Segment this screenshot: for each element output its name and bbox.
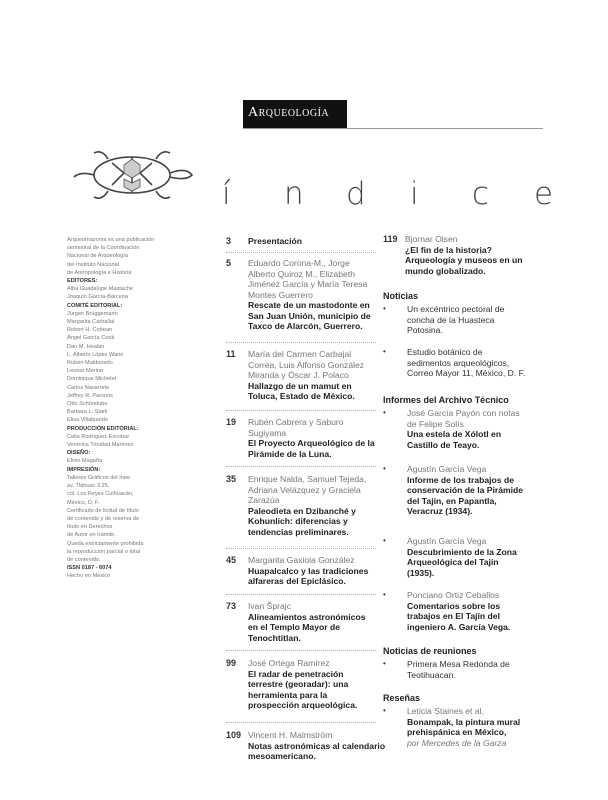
item-title: Bonampak, la pintura mural prehispánica en México,: [407, 716, 521, 737]
credits-heading: EDITORES:: [67, 278, 98, 285]
page-number: 5: [226, 258, 232, 268]
separator: [226, 342, 376, 343]
toc-entry[interactable]: [226, 555, 376, 587]
page-number: 45: [226, 555, 237, 565]
credits-line: L. Alberto López Wario: [67, 351, 124, 358]
entry-title: Notas astronómicas al calendario mesoamericano.: [248, 740, 386, 761]
item-title: Descubrimiento de la Zona Arqueológica del Tajín (1935).: [407, 546, 517, 578]
item-author: Agustín García Vega: [407, 536, 487, 546]
list-item[interactable]: [383, 536, 528, 578]
section-heading-reuniones: Noticias de reuniones: [383, 646, 477, 656]
credits-line: Verónica Trinidad Martínez: [67, 442, 134, 449]
list-item[interactable]: [383, 590, 528, 632]
credits-line: Joaquín García-Bárcena: [67, 294, 128, 301]
credits-line: Robert H. Cobean: [67, 327, 113, 334]
header-rule: [243, 128, 543, 129]
page-number: 11: [226, 349, 236, 359]
indice-letter: í: [222, 176, 231, 212]
page-number: 19: [226, 417, 237, 427]
entry-author: Ivan Šprajc: [248, 601, 291, 611]
toc-entry[interactable]: [226, 601, 376, 643]
credits-line: Jürgen Brüggemann: [67, 310, 118, 317]
section-heading-noticias: Noticias: [383, 291, 419, 301]
bullet-icon: •: [383, 464, 386, 473]
credits-line: Hecho en México: [67, 573, 111, 580]
list-item[interactable]: [383, 347, 528, 379]
toc-entry[interactable]: [226, 349, 376, 402]
credits-line: de contenido y de reserva de: [67, 515, 140, 522]
credits-line: la reproducción parcial o total: [67, 548, 141, 555]
credits-line: Elisa Villalpando: [67, 417, 108, 424]
bullet-icon: •: [383, 408, 386, 417]
page-number: 73: [226, 601, 237, 611]
item-title: Una estela de Xólotl en Castillo de Teayo.: [407, 429, 502, 450]
indice-letter: n: [284, 176, 304, 212]
credits-line: Otto Schöndube: [67, 401, 108, 408]
item-author: José García Payón con notas de Felipe Solís: [407, 408, 520, 429]
credits-line: Arqueomazonía es una publicación: [67, 237, 155, 243]
credits-line: de Antropología e Historia: [67, 269, 132, 276]
separator: [226, 548, 376, 549]
credits-line: Celia Rodríguez Escobar: [67, 433, 130, 440]
credits-line: Dominique Michelet: [67, 376, 117, 383]
credits-line: Efrén Magaña: [67, 458, 103, 465]
entry-author: Vincent H. Malmström: [248, 730, 333, 740]
section-heading-informes: Informes del Archivo Técnico: [383, 395, 509, 405]
item-author: Ponciano Ortiz Ceballos: [407, 590, 500, 600]
page-number: 109: [226, 730, 242, 740]
entry-title: El Proyecto Arqueológico de la Pirámide de la Luna.: [248, 438, 375, 459]
indice-letter: d: [346, 176, 366, 212]
credits-line: Leonor Merino: [67, 368, 104, 375]
item-author: Leticia Staines et al.: [407, 706, 484, 716]
credits-line: col. Los Reyes Culhuacán,: [67, 491, 134, 498]
bullet-icon: •: [383, 590, 386, 599]
toc-entry[interactable]: [226, 236, 376, 247]
bullet-icon: •: [383, 706, 386, 715]
credits-line: Dan M. Healan: [67, 343, 105, 350]
indice-letter: c: [472, 176, 490, 212]
item-text: Un excéntrico pectoral de concha de la Huasteca Potosina.: [407, 304, 505, 335]
entry-title: Huapalcalco y las tradiciones alfareras del Epiclásico.: [248, 565, 369, 586]
bullet-icon: •: [383, 347, 386, 356]
credits-line: Ángel García Cook: [67, 335, 115, 342]
credits-heading: ISSN 0187 - 6074: [67, 565, 112, 572]
credits-line: Margarita Carballal: [67, 319, 115, 326]
entry-author: Bjornar Olsen: [405, 234, 458, 244]
separator: [226, 722, 376, 723]
entry-title: El radar de penetración terrestre (georadar): una herramienta para la prospección arqueológica.: [248, 668, 358, 710]
list-item[interactable]: [383, 304, 528, 336]
toc-entry[interactable]: [226, 474, 376, 537]
separator: [226, 252, 376, 253]
separator: [226, 594, 376, 595]
item-byline: por Mercedes de la Garza: [407, 737, 507, 748]
item-text: Estudio botánico de sedimentos arqueológicos, Correo Mayor 11, México, D. F.: [407, 347, 526, 378]
indice-heading: [222, 176, 552, 216]
list-item[interactable]: [383, 464, 528, 517]
credits-line: Alba Guadalupe Mastache: [67, 286, 133, 293]
entry-author: Enrique Nalda, Samuel Tejeda, Adriana Velázquez y Graciela Zarazúa: [248, 474, 367, 505]
separator: [226, 410, 376, 411]
indice-letter: i: [410, 176, 419, 212]
credits-column: [67, 236, 187, 581]
header-title: Arqueología: [248, 105, 330, 120]
toc-entry[interactable]: [226, 417, 376, 459]
credits-line: del Instituto Nacional: [67, 261, 119, 268]
credits-line: semestral de la Coordinación: [67, 245, 140, 252]
credits-line: Queda estrictamente prohibida: [67, 540, 144, 547]
credits-heading: IMPRESIÓN:: [67, 466, 101, 473]
separator: [226, 650, 376, 651]
credits-line: de contenido.: [67, 556, 101, 563]
entry-author: José Ortega Ramírez: [248, 658, 330, 668]
item-text: Primera Mesa Redonda de Teotihuacan.: [407, 659, 510, 680]
section-heading-resenas: Reseñas: [383, 693, 421, 703]
turtle-icon: [68, 145, 198, 205]
entry-title: Presentación: [248, 236, 302, 246]
credits-heading: PRODUCCIÓN EDITORIAL:: [67, 425, 139, 432]
entry-author: Eduardo Corona-M., Jorge Alberto Quiroz M., Elizabeth Jiménez García y María Teresa Montes Guerrero: [248, 258, 368, 300]
entry-title: Rescate de un mastodonte en San Juan Unión, municipio de Taxco de Alarcón, Guerrero.: [248, 300, 371, 331]
entry-title: Hallazgo de un mamut en Toluca, Estado de México.: [248, 380, 355, 401]
toc-entry[interactable]: [383, 234, 533, 276]
list-item[interactable]: [383, 706, 531, 748]
item-author: Agustín García Vega: [407, 464, 487, 474]
page-number: 99: [226, 658, 237, 668]
entry-title: Paleodieta en Dzibanché y Kohunlich: diferencias y tendencias preliminares.: [248, 505, 356, 537]
credits-line: título en Derechos: [67, 524, 113, 531]
list-item[interactable]: [383, 659, 528, 680]
page-number: 35: [226, 474, 237, 484]
credits-line: Nacional de Arqueología: [67, 253, 128, 260]
entry-author: Margarita Gaxiola González: [248, 555, 355, 565]
list-item[interactable]: [383, 408, 528, 450]
toc-entry[interactable]: [226, 730, 386, 762]
credits-line: Barbara L. Stark: [67, 409, 108, 416]
page-number: 3: [226, 236, 232, 246]
credits-line: Carlos Navarrete: [67, 384, 110, 391]
credits-line: México, D. F.: [67, 499, 100, 506]
bullet-icon: •: [383, 304, 386, 313]
entry-author: María del Carmen Carbajal Correa, Luis Alfonso González Miranda y Óscar J. Polaco: [248, 349, 365, 380]
credits-line: de Autor en trámite.: [67, 532, 116, 539]
toc-entry[interactable]: [226, 258, 376, 332]
credits-line: Certificado de licitud de título: [67, 507, 139, 514]
bullet-icon: •: [383, 536, 386, 545]
credits-line: av. Tláhuac 3.25,: [67, 483, 110, 490]
entry-title: ¿El fin de la historia? Arqueología y museos en un mundo globalizado.: [405, 244, 523, 276]
credits-heading: COMITÉ EDITORIAL:: [67, 302, 123, 309]
separator: [226, 466, 376, 467]
bullet-icon: •: [383, 659, 386, 668]
credits-heading: DISEÑO:: [67, 450, 91, 457]
item-title: Comentarios sobre los trabajos en El Tajín del ingeniero A. García Vega.: [407, 600, 511, 632]
entry-author: Rubén Cabrera y Saburo Sugiyama: [248, 417, 344, 438]
toc-entry[interactable]: [226, 658, 376, 711]
page-number: 119: [383, 234, 398, 244]
credits-line: Talleres Gráficos del Inee: [67, 474, 131, 481]
credits-line: Jeffrey R. Parsons: [67, 392, 113, 399]
entry-title: Alineamientos astronómicos en el Templo Mayor de Tenochtitlan.: [248, 611, 366, 643]
item-title: Informe de los trabajos de conservación de la Pirámide del Tajín, en Papantla, Veracruz (1934).: [407, 474, 524, 516]
credits-line: Rubén Maldonado: [67, 360, 113, 367]
indice-letter: e: [534, 176, 554, 212]
